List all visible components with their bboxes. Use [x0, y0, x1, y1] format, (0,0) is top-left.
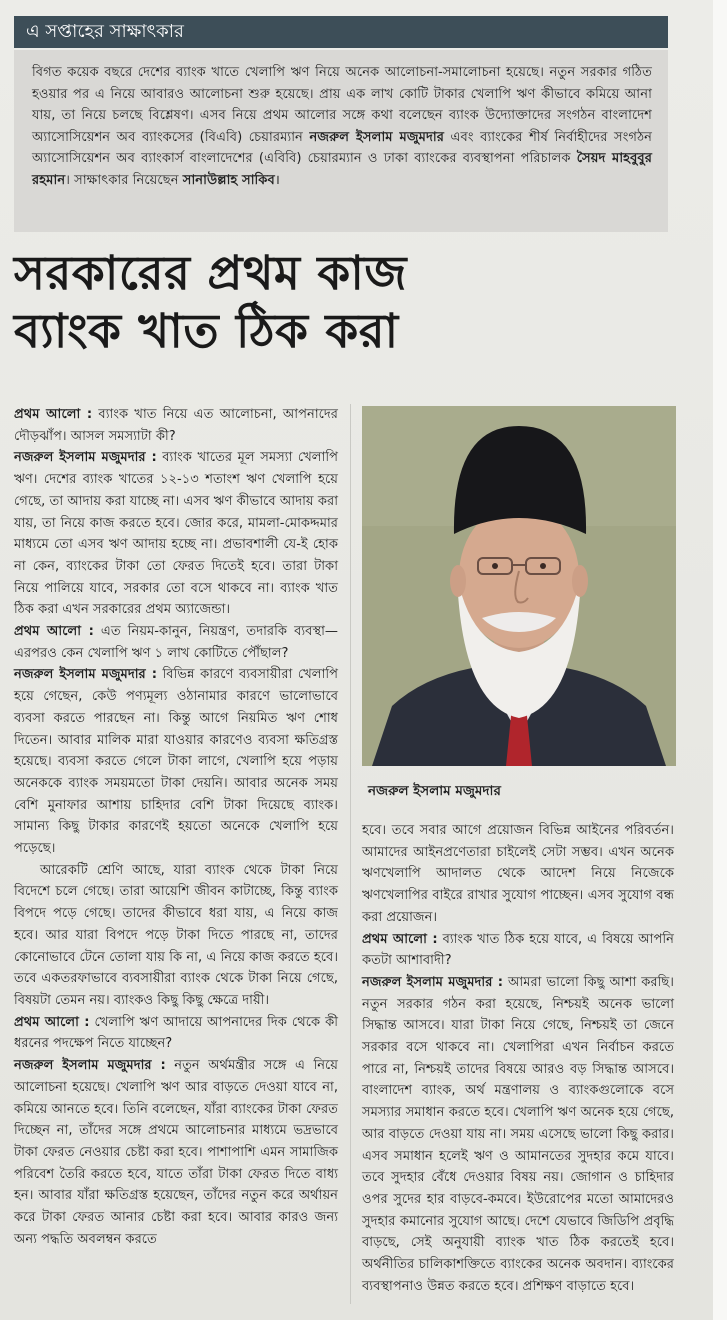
- paragraph-text: আমরা ভালো কিছু আশা করছি। নতুন সরকার গঠন করা হয়েছে, নিশ্চয়ই অনেক ভালো সিদ্ধান্ত আসবে। যারা টাকা নিয়ে গেছে, নিশ্চয়ই তা জেনে সরকার বসে থাকবে না। খেলাপিরা এখন নির্বাচন করতে পারে না, নিশ্চয়ই তাদের বিষয়ে আরও বড় সিদ্ধান্ত আসবে। বাংলাদেশ ব্যাংক, অর্থ মন্ত্রণালয় ও ব্যাংকগুলোকে বসে সমস্যার সমাধান করতে হবে। খেলাপি ঋণ অনেক হয়ে গেছে, আর বাড়তে দেওয়া যায় না। সময় এসেছে ভালো কিছু করার। এসব সমাধান হলেই ঋণ ও আমানতের সুদহার কমে যাবে। তবে সুদহার বেঁধে দেওয়ার বিষয় নয়। জোগান ও চাহিদার ওপর সুদের হার বাড়বে-কমবে। ইউরোপের মতো আমাদেরও সুদহার কমানোর সুযোগ আছে। দেশে যেভাবে জিডিপি প্রবৃদ্ধি বাড়ছে, সেই অনুযায়ী ব্যাংক খাত ঠিক করতেই হবে। অর্থনীতির চালিকাশক্তিতে ব্যাংকের অনেক অবদান। ব্যাংকের ব্যবস্থাপনাও উন্নত করতে হবে। প্রশিক্ষণ বাড়াতে হবে।: [362, 974, 674, 1294]
- paragraph-text: এত নিয়ম-কানুন, নিয়ন্ত্রণ, তদারকি ব্যবস্থা—এরপরও কেন খেলাপি ঋণ ১ লাখ কোটিতে পৌঁছাল?: [14, 624, 339, 661]
- paragraph-text: খেলাপি ঋণ আদায়ে আপনাদের দিক থেকে কী ধরনের পদক্ষেপ নিতে যাচ্ছেন?: [14, 1014, 338, 1052]
- intro-text: বিগত কয়েক বছরে দেশের ব্যাংক খাতে খেলাপি ঋণ নিয়ে অনেক আলোচনা-সমালোচনা হয়েছে। নতুন সরকার গঠিত হওয়ার পর এ নিয়ে আবারও আলোচনা শুরু হয়েছে। প্রায় এক লাখ কোটি টাকার খেলাপি ঋণ কীভাবে কমিয়ে আনা যায়, তা নিয়ে চলছে বিশ্লেষণ। এসব নিয়ে প্রথম আলোর সঙ্গে কথা বলেছেন ব্যাংক উদ্যোক্তাদের সংগঠন বাংলাদেশ অ্যাসোসিয়েশন অব ব্যাংকসের (বিএবি) চেয়ারম্যান: [32, 65, 652, 145]
- intro-text: । সাক্ষাৎকার নিয়েছেন: [65, 172, 183, 188]
- portrait-photo: [362, 406, 676, 766]
- paragraph-text: নতুন অর্থমন্ত্রীর সঙ্গে এ নিয়ে আলোচনা হয়েছে। খেলাপি ঋণ আর বাড়তে দেওয়া যাবে না, কমিয়ে আনতে হবে। তিনি বলেছেন, যাঁরা ব্যাংকের টাকা ফেরত দিচ্ছেন না, তাঁদের সঙ্গে প্রথমে আলোচনার মাধ্যমে ভদ্রভাবে টাকা ফেরত নেওয়ার চেষ্টা করা হবে। পাশাপাশি এমন সামাজিক পরিবেশ তৈরি করতে হবে, যাতে তাঁরা টাকা ফেরত দিতে বাধ্য হন। আবার যাঁরা ক্ষতিগ্রস্ত হয়েছেন, তাঁদের নতুন করে অর্থায়ন করে টাকা ফেরত আনার চেষ্টা করা হবে। আবার কারও জন্য অন্য পদ্ধতি অবলম্বন করতে: [14, 1058, 338, 1247]
- intro-name-1: নজরুল ইসলাম মজুমদার: [309, 129, 444, 145]
- page-edge: [713, 0, 727, 1320]
- intro-text: ।: [274, 172, 280, 188]
- section-tag: এ সপ্তাহের সাক্ষাৎকার: [14, 16, 668, 48]
- paragraph: [14, 860, 338, 1012]
- article-column-2: [362, 820, 674, 1297]
- paragraph-text: হবে। তবে সবার আগে প্রয়োজন বিভিন্ন আইনের পরিবর্তন। আমাদের আইনপ্রণেতারা চাইলেই সেটা সম্ভব। এখন অনেক ঋণখেলাপি আদালত থেকে আদেশ নিয়ে নিজেকে ঋণখেলাপির বাইরে রাখার সুযোগ পাচ্ছেন। এসব সুযোগ বন্ধ করা প্রয়োজন।: [362, 823, 674, 925]
- paragraph: [14, 1055, 338, 1250]
- paragraph: [362, 820, 674, 929]
- paragraph-text: আরেকটি শ্রেণি আছে, যারা ব্যাংক থেকে টাকা নিয়ে বিদেশে চলে গেছে। তারা আয়েশি জীবন কাটাচ্ছে, কিন্তু ব্যাংক বিপদে পড়ে গেছে। তাদের কীভাবে ধরা যায়, এ নিয়ে কাজ হবে। আর যারা বিপদে পড়ে টাকা দিতে পারছে না, তাদের কোনোভাবে টেনে তোলা যায় কি না, এ নিয়ে কাজ করতে হবে। তবে একতরফাভাবে ব্যবসায়ীরা ব্যাংক থেকে টাকা নিয়ে গেছে, বিষয়টা তেমন নয়। ব্যাংকও কিছু কিছু ক্ষেত্রে দায়ী।: [14, 862, 338, 1008]
- paragraph-text: ব্যাংক খাত ঠিক হয়ে যাবে, এ বিষয়ে আপনি কতটা আশাবাদী?: [362, 931, 674, 969]
- paragraph: [362, 972, 674, 1298]
- paragraph: [14, 447, 338, 621]
- speaker-label: প্রথম আলো :: [14, 407, 93, 422]
- paragraph: [14, 664, 338, 859]
- intro-text: এবং ব্যাংকের শীর্ষ নির্বাহীদের সংগঠন অ্যাসোসিয়েশন অব ব্যাংকার্স বাংলাদেশের (এবিবি) চেয়ারম্যান ও ঢাকা ব্যাংকের ব্যবস্থাপনা পরিচালক: [32, 129, 652, 166]
- paragraph-text: বিভিন্ন কারণে ব্যবসায়ীরা খেলাপি হয়ে গেছেন, কেউ পণ্যমূল্য ওঠানামার কারণে ভালোভাবে ব্যবসা করতে পারছেন না। কিন্তু আগে নিয়মিত ঋণ শোধ দিতেন। আবার মালিক মারা যাওয়ার কারণেও ব্যবসা ক্ষতিগ্রস্ত হয়েছে। ব্যবসা করতে গেলে টাকা লাগে, খেলাপি হয়ে পড়ায় অনেককে ব্যাংক সময়মতো টাকা দেয়নি। আবার অনেক সময় বেশি মুনাফার আশায় চাহিদার বেশি টাকা দিয়েছে ব্যাংক। সামান্য কিছু টাকার কারণেই হয়তো অনেকে খেলাপি হয়ে পড়েছে।: [14, 667, 338, 857]
- speaker-label: নজরুল ইসলাম মজুমদার :: [14, 667, 157, 683]
- paragraph: [14, 404, 338, 447]
- paragraph-text: ব্যাংক খাতের মূল সমস্যা খেলাপি ঋণ। দেশের ব্যাংক খাতের ১২-১৩ শতাংশ ঋণ খেলাপি হয়ে গেছে, তা আদায় করা যাচ্ছে না। এসব ঋণ কীভাবে আদায় করা যায়, তা নিয়ে কাজ করতে হবে। জোর করে, মামলা-মোকদ্দমার মাধ্যমে তো এসব ঋণ আদায় হচ্ছে না। প্রভাবশালী যে-ই হোক না কেন, ব্যাংকের টাকা তো ফেরত দিতেই হবে। তারা টাকা নিয়ে পালিয়ে যাবে, সরকার তো বসে থাকবে না। ব্যাংক খাত ঠিক করা এখন সরকারের প্রথম অ্যাজেন্ডা।: [14, 450, 338, 618]
- speaker-label: প্রথম আলো :: [14, 1014, 90, 1030]
- headline: [14, 245, 674, 361]
- intro-name-3: সানাউল্লাহ সাকিব: [182, 172, 275, 188]
- paragraph: [14, 621, 338, 664]
- article-column-1: [14, 404, 338, 1250]
- paragraph-text: ব্যাংক খাত নিয়ে এত আলোচনা, আপনাদের দৌড়ঝাঁপ। আসল সমস্যাটা কী?: [14, 407, 338, 444]
- speaker-label: প্রথম আলো :: [362, 931, 438, 947]
- photo-caption: নজরুল ইসলাম মজুমদার: [368, 783, 501, 799]
- column-divider: [350, 404, 351, 1304]
- intro-box: [14, 50, 668, 232]
- paragraph: [14, 1012, 338, 1055]
- speaker-label: নজরুল ইসলাম মজুমদার :: [362, 974, 503, 990]
- speaker-label: নজরুল ইসলাম মজুমদার :: [14, 450, 157, 466]
- headline-line-2: ব্যাংক খাত ঠিক করা: [14, 304, 399, 359]
- intro-name-2: সৈয়দ মাহবুবুর রহমান: [32, 151, 653, 188]
- speaker-label: নজরুল ইসলাম মজুমদার :: [14, 1058, 166, 1074]
- speaker-label: প্রথম আলো :: [14, 624, 94, 640]
- portrait-illustration: [362, 406, 676, 766]
- paragraph: [362, 929, 674, 972]
- headline-line-1: সরকারের প্রথম কাজ: [14, 246, 407, 301]
